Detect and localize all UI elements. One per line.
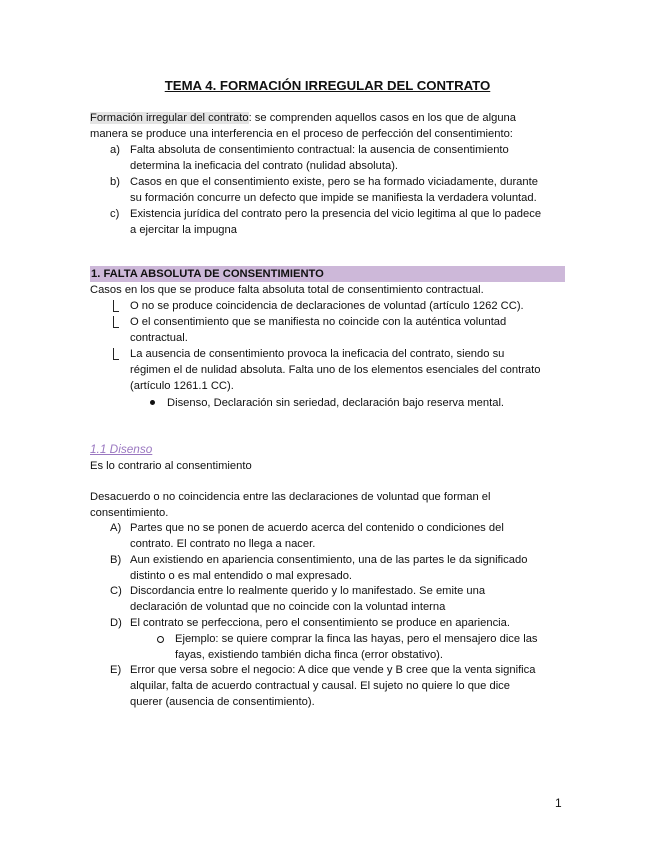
intro-item-text: determina la ineficacia del contrato (nulidad absoluta). <box>130 160 399 172</box>
section-1-bullet: Disenso, Declaración sin seriedad, declaración bajo reserva mental. <box>167 397 505 409</box>
disenso-item-text: alquilar, falta de acuerdo contractual y causal. El sujeto no quiere lo que dice <box>130 680 510 692</box>
section-1-item-text: La ausencia de consentimiento provoca la ineficacia del contrato, siendo su <box>130 348 505 360</box>
section-1-item-text: (artículo 1261.1 CC). <box>130 380 234 392</box>
intro-item-text: Existencia jurídica del contrato pero la presencia del vicio legitima al que lo padece <box>130 208 542 220</box>
disenso-item-marker: D) <box>110 617 122 629</box>
intro-line1-rest: : se comprenden aquellos casos en los que de alguna <box>248 112 517 124</box>
disenso-item-marker: E) <box>110 664 122 676</box>
section-1-item-text: régimen el de nulidad absoluta. Falta uno de los elementos esenciales del contrato <box>130 364 541 376</box>
intro-line-2: manera se produce una interferencia en el proceso de perfección del consentimiento: <box>90 128 513 140</box>
page-title: TEMA 4. FORMACIÓN IRREGULAR DEL CONTRATO <box>164 78 491 93</box>
disenso-item-text: declaración de voluntad que no coincide con la voluntad interna <box>130 601 446 613</box>
example-text: fayas, existiendo también dicha finca (error obstativo). <box>175 649 444 661</box>
disenso-item-text: Error que versa sobre el negocio: A dice que vende y B cree que la venta significa <box>130 664 536 676</box>
bullet-dot-icon <box>150 400 155 405</box>
disenso-item-text: contrato. El contrato no llega a nacer. <box>130 538 316 550</box>
section-1-1-definition: Es lo contrario al consentimiento <box>90 460 252 472</box>
disenso-item-text: querer (ausencia de consentimiento). <box>130 696 315 708</box>
bracket-bullet-icon <box>113 300 119 312</box>
intro-line-1 <box>90 110 516 126</box>
disenso-item-text: El contrato se perfecciona, pero el consentimiento se produce en apariencia. <box>130 617 510 629</box>
section-1-item-text: O el consentimiento que se manifiesta no coincide con la auténtica voluntad <box>130 316 507 328</box>
section-1-intro: Casos en los que se produce falta absoluta total de consentimiento contractual. <box>90 284 484 296</box>
section-1-item-text: contractual. <box>130 332 188 344</box>
section-1-1-heading: 1.1 Disenso <box>90 442 153 456</box>
intro-item-text: Casos en que el consentimiento existe, pero se ha formado viciadamente, durante <box>130 176 538 188</box>
disenso-item-text: Aun existiendo en apariencia consentimiento, una de las partes le da significado <box>130 554 528 566</box>
disenso-item-text: distinto o es mal entendido o mal expresado. <box>130 570 353 582</box>
example-text: Ejemplo: se quiere comprar la finca las hayas, pero el mensajero dice las <box>175 633 538 645</box>
bracket-bullet-icon <box>113 348 119 360</box>
intro-item-marker: c) <box>110 208 120 220</box>
intro-item-marker: b) <box>110 176 120 188</box>
page-number: 1 <box>555 796 562 810</box>
bracket-bullet-icon <box>113 316 119 328</box>
intro-highlight: Formación irregular del contrato <box>90 112 249 124</box>
intro-item-marker: a) <box>110 144 120 156</box>
section-1-item-text: O no se produce coincidencia de declaraciones de voluntad (artículo 1262 CC). <box>130 300 524 312</box>
disenso-item-text: Discordancia entre lo realmente querido y lo manifestado. Se emite una <box>130 585 486 597</box>
disenso-item-marker: C) <box>110 585 122 597</box>
intro-item-text: Falta absoluta de consentimiento contractual: la ausencia de consentimiento <box>130 144 509 156</box>
disenso-item-marker: A) <box>110 522 122 534</box>
circle-bullet-icon <box>157 636 164 643</box>
section-1-heading: 1. FALTA ABSOLUTA DE CONSENTIMIENTO <box>90 266 565 282</box>
intro-item-text: a ejercitar la impugna <box>130 224 237 236</box>
section-1-1-paragraph: consentimiento. <box>90 507 169 519</box>
section-1-1-paragraph: Desacuerdo o no coincidencia entre las declaraciones de voluntad que forman el <box>90 491 491 503</box>
disenso-item-marker: B) <box>110 554 122 566</box>
disenso-item-text: Partes que no se ponen de acuerdo acerca del contenido o condiciones del <box>130 522 504 534</box>
intro-item-text: su formación concurre un defecto que impide se manifiesta la verdadera voluntad. <box>130 192 537 204</box>
